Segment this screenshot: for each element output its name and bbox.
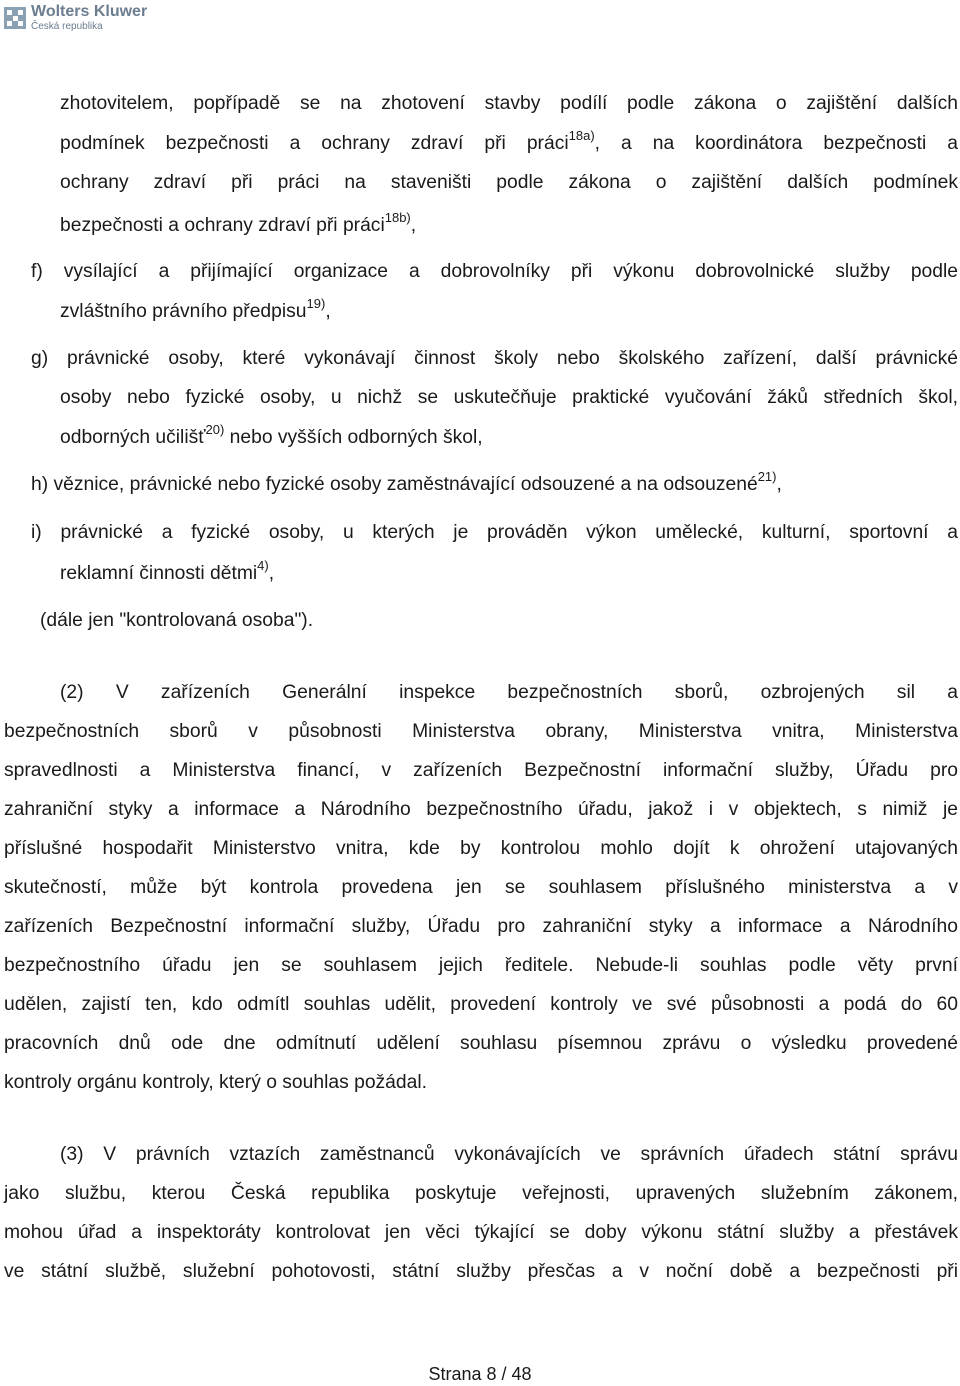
line-text: ochrany zdraví při práci na staveništi podle zákona o zajištění dalších podmínek [60, 172, 958, 193]
brand-subtitle: Česká republika [31, 21, 103, 32]
line-text: osoby nebo fyzické osoby, u nichž se uskutečňuje praktické vyučování žáků středních škol, [60, 387, 958, 408]
line-text: zařízeních Bezpečnostní informační služby, Úřadu pro zahraniční styky a informace a Národního [4, 916, 958, 937]
text-line [4, 837, 958, 861]
line-text: příslušné hospodařit Ministerstvo vnitra, kde by kontrolou mohlo dojít k ohrožení utajovaných [4, 838, 958, 859]
text-line [60, 209, 417, 238]
text-line [60, 421, 483, 450]
line-text-after: , [776, 474, 782, 495]
line-text-after: nebo vyšších odborných škol, [224, 427, 483, 448]
footnote-reference: 18a) [568, 127, 595, 143]
line-text: f) vysílající a přijímající organizace a dobrovolníky při výkonu dobrovolnické služby podle [31, 261, 958, 282]
line-text: udělen, zajistí ten, kdo odmítl souhlas udělit, provedení kontroly ve své působnosti a podá do 60 [4, 994, 958, 1015]
line-text-after: , a na koordinátora bezpečnosti a [594, 133, 958, 154]
line-text: reklamní činnosti dětmi [60, 563, 258, 584]
text-line [60, 127, 958, 156]
line-text: podmínek bezpečnosti a ochrany zdraví při práci [60, 133, 569, 154]
line-text: jako službu, kterou Česká republika poskytuje veřejnosti, upravených služebním zákonem, [4, 1183, 958, 1204]
text-line [4, 915, 958, 939]
line-text: g) právnické osoby, které vykonávají činnost školy nebo školského zařízení, další právnické [31, 348, 958, 369]
text-line [4, 759, 958, 783]
footnote-reference: 4) [257, 557, 269, 573]
line-text: bezpečnostního úřadu jen se souhlasem jejich ředitele. Nebude-li souhlas podle věty první [4, 955, 958, 976]
line-text: (3) V právních vztazích zaměstnanců vykonávajících ve správních úřadech státní správu [60, 1144, 958, 1165]
line-text: spravedlnosti a Ministerstva financí, v zařízeních Bezpečnostní informační služby, Úřadu pro [4, 760, 958, 781]
line-text: i) právnické a fyzické osoby, u kterých je prováděn výkon umělecké, kulturní, sportovní a [31, 522, 958, 543]
text-line [4, 1182, 958, 1206]
text-line [60, 295, 331, 324]
text-line [60, 171, 958, 195]
page-number: Strana 8 / 48 [428, 1364, 532, 1384]
line-text: bezpečnostních sborů v působnosti Ministerstva obrany, Ministerstva vnitra, Ministerstva [4, 721, 958, 742]
line-text: h) věznice, právnické nebo fyzické osoby zaměstnávající odsouzené a na odsouzené [31, 474, 758, 495]
text-line [31, 260, 958, 284]
text-line [4, 1260, 958, 1284]
line-text: bezpečnosti a ochrany zdraví při práci [60, 215, 385, 236]
line-text: ve státní službě, služební pohotovosti, státní služby přesčas a v noční době a bezpečnosti při [4, 1261, 958, 1282]
line-text-after: , [268, 563, 275, 584]
brand-logo [4, 4, 147, 32]
brand-name: Wolters Kluwer [31, 3, 148, 20]
line-text: zhotovitelem, popřípadě se na zhotovení stavby podílí podle zákona o zajištění dalších [60, 93, 958, 114]
text-line [4, 993, 958, 1017]
text-line [40, 609, 313, 633]
line-text: pracovních dnů ode dne odmítnutí udělení souhlasu písemnou zprávu o výsledku provedené [4, 1033, 958, 1054]
line-text: (dále jen "kontrolovaná osoba"). [40, 610, 314, 631]
text-line [4, 1071, 427, 1095]
text-line [60, 1143, 958, 1167]
text-line [60, 681, 958, 705]
line-text: zahraniční styky a informace a Národního bezpečnostního úřadu, jakož i v objektech, s nimiž je [4, 799, 958, 820]
text-line [31, 468, 782, 497]
line-text: zvláštního právního předpisu [60, 301, 307, 322]
footnote-reference: 18b) [384, 209, 411, 225]
text-line [60, 557, 275, 586]
line-text: kontroly orgánu kontroly, který o souhlas požádal. [4, 1072, 427, 1093]
line-text: skutečností, může být kontrola provedena jen se souhlasem příslušného ministerstva a v [4, 877, 958, 898]
line-text-after: , [410, 215, 417, 236]
line-text-after: , [325, 301, 331, 322]
text-line [31, 347, 958, 371]
text-line [4, 876, 958, 900]
text-line [4, 1032, 958, 1056]
text-line [4, 798, 958, 822]
text-line [60, 386, 958, 410]
footnote-reference: 20) [205, 421, 225, 437]
line-text: (2) V zařízeních Generální inspekce bezpečnostních sborů, ozbrojených sil a [60, 682, 958, 703]
text-line [4, 954, 958, 978]
text-line [4, 1221, 958, 1245]
line-text: mohou úřad a inspektoráty kontrolovat jen věci týkající se doby výkonu státní služby a přestávek [4, 1222, 958, 1243]
text-line [31, 521, 958, 545]
text-line [60, 92, 958, 116]
footnote-reference: 19) [306, 295, 326, 311]
footnote-reference: 21) [757, 468, 777, 484]
wolters-kluwer-logo-icon [4, 7, 26, 29]
text-line [4, 720, 958, 744]
line-text: odborných učilišť [60, 427, 206, 448]
